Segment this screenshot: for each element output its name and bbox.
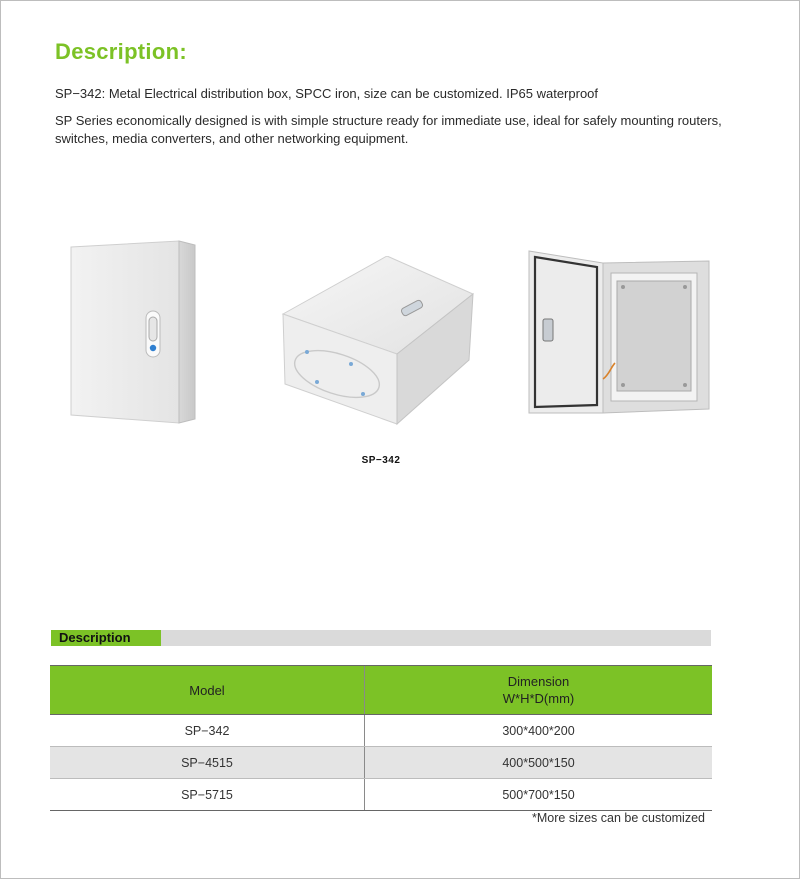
model-cell: SP−4515 xyxy=(50,747,365,779)
image-caption: SP−342 xyxy=(361,455,401,466)
dimension-cell: 400*500*150 xyxy=(365,747,713,779)
table-row xyxy=(50,715,712,747)
section-label: Description xyxy=(51,630,161,646)
dimension-cell: 300*400*200 xyxy=(365,715,713,747)
table-row xyxy=(50,747,712,779)
closed-cabinet-image xyxy=(67,239,199,425)
spec-table xyxy=(50,665,712,811)
dimension-header-line-1: Dimension xyxy=(507,674,570,689)
page-title: Description: xyxy=(55,39,187,64)
model-cell: SP−5715 xyxy=(50,779,365,811)
open-cabinet-image xyxy=(525,249,711,415)
dimension-column-header xyxy=(365,666,713,715)
table-row xyxy=(50,779,712,811)
model-cell: SP−342 xyxy=(50,715,365,747)
intro-line-2: SP Series economically designed is with simple structure ready for immediate use, ideal for safely mounting routers, switches, media converters, and other networking equipment. xyxy=(55,113,722,146)
footnote: *More sizes can be customized xyxy=(532,811,705,825)
model-column-header: Model xyxy=(50,666,365,715)
box-side-view-image xyxy=(279,256,475,428)
dimension-cell: 500*700*150 xyxy=(365,779,713,811)
section-header-bar xyxy=(51,630,711,646)
intro-line-1: SP−342: Metal Electrical distribution box, SPCC iron, size can be customized. IP65 waterproof xyxy=(55,86,599,101)
dimension-header-line-2: W*H*D(mm) xyxy=(502,691,575,706)
table-header-row xyxy=(50,666,712,715)
